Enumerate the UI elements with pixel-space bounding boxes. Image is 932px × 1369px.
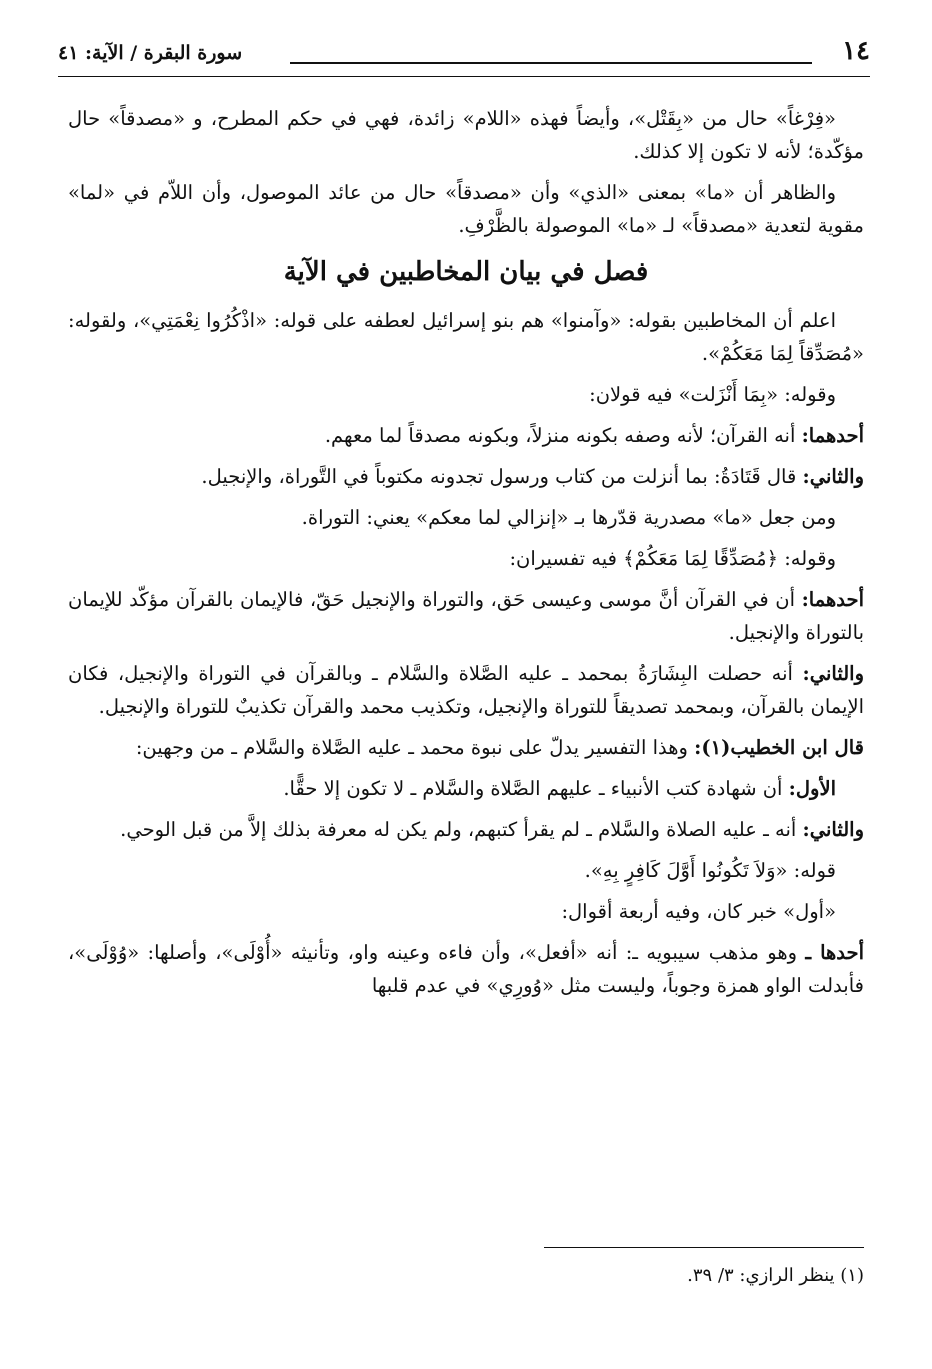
paragraph-text: وقوله: ﴿مُصَدِّقًا لِمَا مَعَكُمْ﴾ فيه تفسيران: [509,547,836,570]
section-paragraph [68,895,864,928]
paragraph-text: قوله: «وَلاَ تَكُونُوا أَوَّلَ كَافِرٍ بِهِ». [584,859,836,882]
paragraph-lead: والثاني: [802,662,864,685]
surah-label: سورة البقرة / الآية: ٤١ [58,42,243,64]
body-paragraph: والظاهر أن «ما» بمعنى «الذي» وأن «مصدقاً» حال من عائد الموصول، وأن اللاّم في «لما» مقوية لتعدية «مصدقاً» لـ «ما» الموصولة بالظَّرْفِ. [68,181,864,237]
paragraph-text: ومن جعل «ما» مصدرية قدّرها بـ «إنزالي لما معكم» يعني: التوراة. [301,506,836,529]
paragraph-text: أن في القرآن أنَّ موسى وعيسى حَق، والتوراة والإنجيل حَقّ، فالإيمان بالقرآن مؤكّد للإيمان بالتوراة والإنجيل. [68,588,864,644]
section-paragraph [68,813,864,846]
section-paragraph [68,731,864,764]
paragraph-text: «أول» خبر كان، وفيه أربعة أقوال: [561,900,836,923]
paragraph-text: وهو مذهب سيبويه ـ: أنه «أفعل»، وأن فاءه وعينه واو، وتأنيثه «أُوْلَى»، وأصلها: «وُوْلَى»، فأبدلت الواو همزة وجوباً، وليست مثل «وُورِي» في عدم قلبها [68,941,864,997]
page-number: ١٤ [842,36,870,66]
section-heading: فصل في بيان المخاطبين في الآية [283,257,649,287]
page-body [68,102,864,1010]
section-paragraph [68,936,864,1002]
paragraph-text: وهذا التفسير يدلّ على نبوة محمد ـ عليه الصَّلاة والسَّلام ـ من وجهين: [135,736,695,759]
paragraph-lead: الأول: [788,777,836,800]
paragraph-lead: والثاني: [802,818,864,841]
paragraph-lead: أحدها ـ [805,941,865,964]
section-paragraph [68,304,864,370]
paragraph-text: أنه القرآن؛ لأنه وصفه بكونه منزلاً، وبكونه مصدقاً لما معهم. [324,424,802,447]
paragraph-text: اعلم أن المخاطبين بقوله: «وآمنوا» هم بنو إسرائيل لعطفه على قوله: «اذْكُرُوا نِعْمَتِي»، ولقوله: «مُصَدِّقاً لِمَا مَعَكُمْ». [68,309,864,365]
paragraph-lead: أحدهما: [801,588,864,611]
paragraph-text: أنه حصلت البِشَارَةُ بمحمد ـ عليه الصَّلاة والسَّلام ـ وبالقرآن في التوراة والإنجيل، فكان الإيمان بالقرآن، وبمحمد تصديقاً للتوراة والإنجيل، وتكذيب محمد والقرآن تكذيبٌ للتوراة والإنجيل. [68,662,864,718]
footnote: (١) ينظر الرازي: ٣/ ٣٩. [687,1265,864,1286]
paragraph-lead: قال ابن الخطيب(١): [694,736,864,759]
paragraph-text: قال قَتَادَةُ: بما أنزلت من كتاب ورسول تجدونه مكتوباً في التَّوراة، والإنجيل. [201,465,803,488]
section-paragraph [68,501,864,534]
page-header [58,36,870,76]
footnote-rule [544,1247,864,1248]
paragraph-text: أنه ـ عليه الصلاة والسَّلام ـ لم يقرأ كتبهم، ولم يكن له معرفة بذلك إلاَّ من قبل الوحي. [120,818,803,841]
section-paragraph [68,583,864,649]
section-paragraph [68,657,864,723]
section-paragraph [68,419,864,452]
header-bottom-rule [58,76,870,77]
section-paragraph [68,854,864,887]
paragraph-text: وقوله: «بِمَا أَنْزَلت» فيه قولان: [589,383,836,406]
header-rule [290,62,812,64]
body-paragraph: «فِرْغاً» حال من «بِقَتْل»، وأيضاً فهذه «اللام» زائدة، فهي في حكم المطرح، و «مصدقاً» حال مؤكّدة؛ لأنه لا تكون إلا كذلك. [68,107,864,163]
section-paragraph [68,542,864,575]
section-paragraph [68,772,864,805]
section-paragraph [68,460,864,493]
paragraph-lead: والثاني: [802,465,864,488]
paragraph-text: أن شهادة كتب الأنبياء ـ عليهم الصَّلاة والسَّلام ـ لا تكون إلا حقًّا. [283,777,789,800]
section-paragraph [68,378,864,411]
paragraph-lead: أحدهما: [801,424,864,447]
